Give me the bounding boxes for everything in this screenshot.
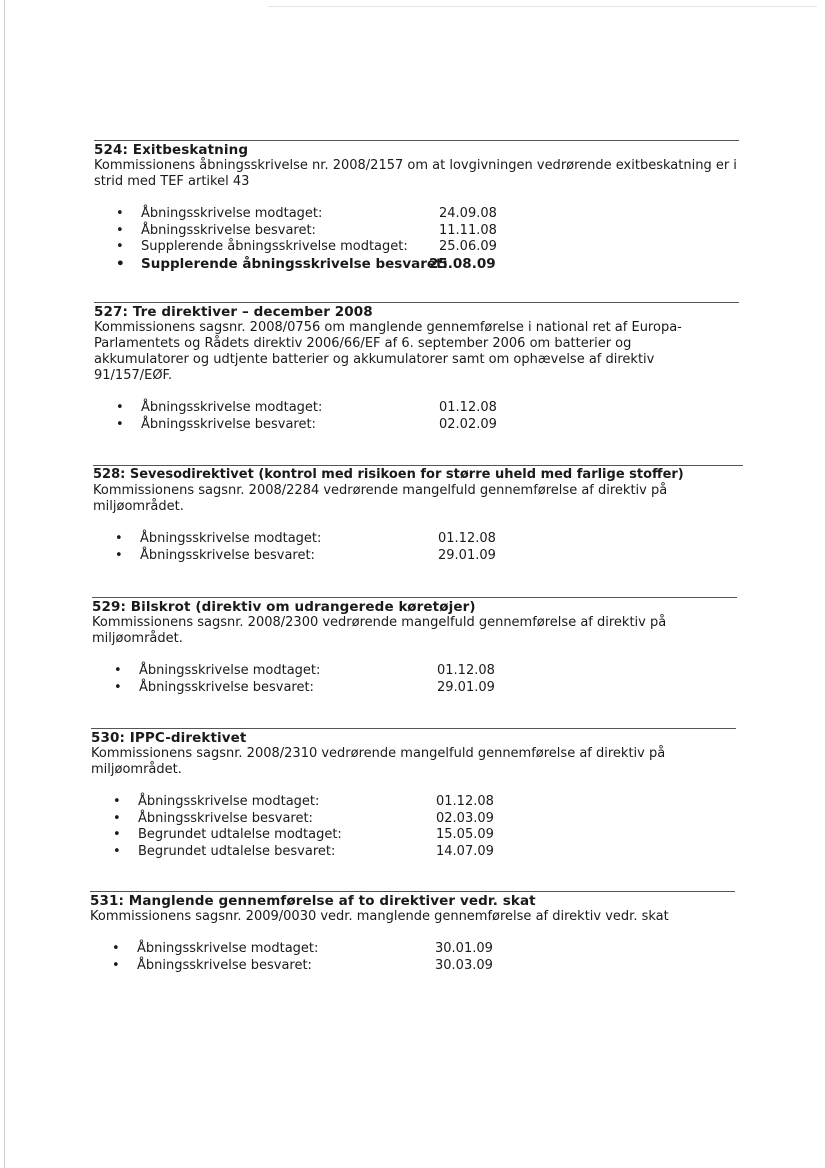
item-label: Begrundet udtalelse besvaret: [138,843,336,859]
bullet-icon: • [114,679,122,695]
section-529 [92,597,737,696]
item-label: Supplerende åbningsskrivelse besvaret: [141,255,448,272]
item-label: Åbningsskrivelse besvaret: [141,222,316,238]
section-description: Kommissionens sagsnr. 2008/2284 vedrørende mangelfuld gennemførelse af direktiv på miljøområdet. [93,483,668,514]
status-list [91,794,736,860]
section-divider [92,597,737,598]
item-date: 25.06.09 [439,239,497,254]
section-title: 524: Exitbeskatning [94,142,249,158]
section-description: Kommissionens sagsnr. 2008/2300 vedrørende mangelfuld gennemførelse af direktiv på miljøområdet. [92,615,667,646]
item-date: 01.12.08 [438,531,496,546]
section-divider [93,465,743,466]
bullet-icon: • [115,531,123,546]
item-date: 30.01.09 [435,941,493,956]
section-title: 527: Tre direktiver – december 2008 [94,304,373,320]
bullet-icon: • [116,416,124,432]
bullet-icon: • [116,255,125,272]
status-list [90,941,735,974]
section-530 [91,728,736,860]
item-label: Åbningsskrivelse modtaget: [137,941,319,956]
section-title: 530: IPPC-direktivet [91,730,247,746]
item-date: 01.12.08 [439,400,497,415]
bullet-icon: • [113,794,121,809]
item-date: 02.03.09 [436,810,494,826]
status-list [94,400,739,433]
item-label: Åbningsskrivelse modtaget: [140,531,322,546]
bullet-icon: • [112,941,120,956]
bullet-icon: • [116,222,124,238]
section-528 [93,465,743,564]
section-531 [90,891,735,974]
page-edge [4,0,5,1168]
list-item [91,827,736,844]
section-title: 531: Manglende gennemførelse af to direktiver vedr. skat [90,893,536,909]
item-date: 02.02.09 [439,416,497,432]
item-label: Åbningsskrivelse besvaret: [139,679,314,695]
item-label: Åbningsskrivelse besvaret: [137,957,312,973]
bullet-icon: • [113,810,121,826]
item-date: 01.12.08 [437,663,495,678]
item-date: 29.01.09 [437,679,495,695]
list-item [90,941,735,958]
section-divider [94,140,739,141]
section-title: 529: Bilskrot (direktiv om udrangerede køretøjer) [92,599,476,615]
section-divider [94,302,739,303]
item-label: Åbningsskrivelse modtaget: [139,663,321,678]
item-label: Supplerende åbningsskrivelse modtaget: [141,239,408,254]
item-date: 29.01.09 [438,547,496,563]
section-description: Kommissionens åbningsskrivelse nr. 2008/2157 om at lovgivningen vedrørende exitbeskatning er i strid med TEF artikel 43 [94,158,737,189]
section-divider [90,891,735,892]
list-item [91,794,736,811]
item-label: Åbningsskrivelse besvaret: [141,416,316,432]
item-label: Begrundet udtalelse modtaget: [138,827,342,842]
item-date: 15.05.09 [436,827,494,842]
section-description: Kommissionens sagsnr. 2009/0030 vedr. manglende gennemførelse af direktiv vedr. skat [90,909,669,924]
list-item [94,239,739,256]
bullet-icon: • [114,663,122,678]
bullet-icon: • [113,843,121,859]
list-item [94,206,739,223]
bullet-icon: • [113,827,121,842]
list-item [93,531,743,548]
item-date: 30.03.09 [435,957,493,973]
list-item [94,223,739,240]
list-item [92,680,737,697]
item-date: 14.07.09 [436,843,494,859]
section-description: Kommissionens sagsnr. 2008/0756 om manglende gennemførelse i national ret af Europa-Parlamentets og Rådets direktiv 2006/66/EF af 6. september 2006 om batterier og akkumulatorer og udtjente batterier og akkumulatorer samt om ophævelse af direktiv 91/157/EØF. [94,320,682,383]
item-label: Åbningsskrivelse besvaret: [138,810,313,826]
list-item [94,417,739,434]
list-item [91,811,736,828]
bullet-icon: • [115,547,123,563]
bullet-icon: • [116,206,124,221]
item-date: 11.11.08 [439,222,497,238]
list-item [94,400,739,417]
bullet-icon: • [116,239,124,254]
section-527 [94,302,739,433]
list-item [90,958,735,975]
section-description: Kommissionens sagsnr. 2008/2310 vedrørende mangelfuld gennemførelse af direktiv på miljøområdet. [91,746,666,777]
status-list [93,531,743,564]
item-date: 01.12.08 [436,794,494,809]
section-title: 528: Sevesodirektivet (kontrol med risikoen for større uheld med farlige stoffer) [93,467,684,482]
item-label: Åbningsskrivelse modtaget: [141,400,323,415]
status-list [92,663,737,696]
section-divider [91,728,736,729]
item-label: Åbningsskrivelse besvaret: [140,547,315,563]
item-date: 25.08.09 [429,255,496,272]
status-list [94,206,739,272]
list-item [93,548,743,565]
section-524 [94,140,739,272]
item-date: 24.09.08 [439,206,497,221]
list-item [91,844,736,861]
item-label: Åbningsskrivelse modtaget: [141,206,323,221]
item-label: Åbningsskrivelse modtaget: [138,794,320,809]
scan-artifact-line [268,6,817,7]
bullet-icon: • [116,400,124,415]
bullet-icon: • [112,957,120,973]
list-item [94,256,739,273]
list-item [92,663,737,680]
